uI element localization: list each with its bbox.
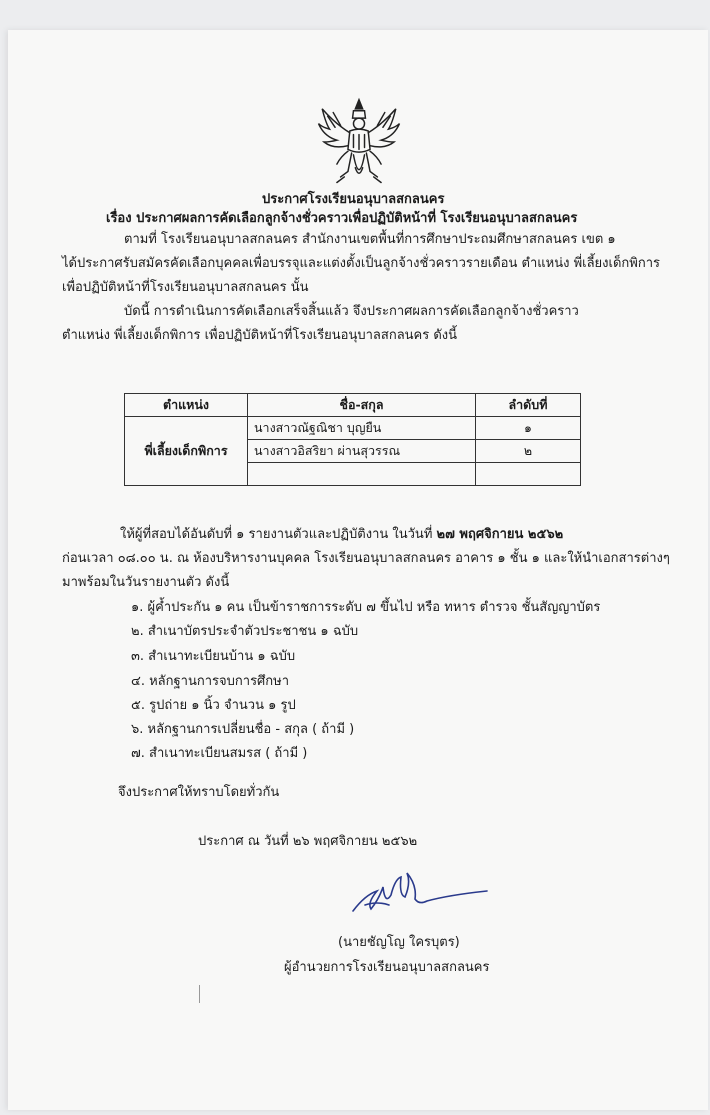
document-item: ๔. หลักฐานการจบการศึกษา (131, 674, 290, 689)
document-item: ๕. รูปถ่าย ๑ นิ้ว จำนวน ๑ รูป (131, 698, 296, 713)
report-date: ๒๗ พฤศจิกายน ๒๕๖๒ (436, 527, 564, 542)
intro-line-2: ได้ประกาศรับสมัครคัดเลือกบุคคลเพื่อบรรจุและแต่งตั้งเป็นลูกจ้างชั่วคราวรายเดือน ตำแหน่ง พี่เลี้ยงเด็กพิการ (62, 256, 660, 271)
document-item: ๗. สำเนาทะเบียนสมรส ( ถ้ามี ) (131, 746, 308, 761)
header-position: ตำแหน่ง (125, 394, 248, 417)
header-rank: ลำดับที่ (476, 394, 581, 417)
name-cell: นางสาวณัฐณิชา บุญยืน (248, 417, 476, 440)
report-line-1 (120, 527, 563, 543)
rank-cell: ๑ (476, 417, 581, 440)
rank-cell (476, 463, 581, 486)
signer-name: (นายชัญโญ ใครบุตร) (338, 935, 460, 950)
name-cell: นางสาวอิสริยา ผ่านสุวรรณ (248, 440, 476, 463)
name-cell (248, 463, 476, 486)
signer-title: ผู้อำนวยการโรงเรียนอนุบาลสกลนคร (284, 960, 490, 975)
scan-mark (199, 985, 200, 1003)
announcement-title: ประกาศโรงเรียนอนุบาลสกลนคร (262, 192, 445, 207)
closing-statement: จึงประกาศให้ทราบโดยทั่วกัน (118, 785, 280, 800)
intro-line-4: บัดนี้ การดำเนินการคัดเลือกเสร็จสิ้นแล้ว จึงประกาศผลการคัดเลือกลูกจ้างชั่วคราว (124, 304, 579, 319)
rank-cell: ๒ (476, 440, 581, 463)
document-item: ๒. สำเนาบัตรประจำตัวประชาชน ๑ ฉบับ (131, 624, 359, 639)
document-item: ๖. หลักฐานการเปลี่ยนชื่อ - สกุล ( ถ้ามี ) (131, 722, 355, 737)
announcement-subject: เรื่อง ประกาศผลการคัดเลือกลูกจ้างชั่วคราวเพื่อปฏิบัติหน้าที่ โรงเรียนอนุบาลสกลนคร (106, 211, 578, 226)
report-line-3: มาพร้อมในวันรายงานตัว ดังนี้ (62, 575, 230, 590)
intro-line-3: เพื่อปฏิบัติหน้าที่โรงเรียนอนุบาลสกลนคร นั้น (62, 280, 309, 295)
table-row (125, 417, 581, 440)
position-cell: พี่เลี้ยงเด็กพิการ (125, 417, 248, 486)
header-name: ชื่อ-สกุล (248, 394, 476, 417)
report-line-2: ก่อนเวลา ๐๘.๐๐ น. ณ ห้องบริหารงานบุคคล โรงเรียนอนุบาลสกลนคร อาคาร ๑ ชั้น ๑ และให้นำเอกสารต่างๆ (62, 551, 670, 566)
report-line-1-text: ให้ผู้ที่สอบได้อันดับที่ ๑ รายงานตัวและปฏิบัติงาน ในวันที่ (120, 527, 437, 542)
intro-line-5: ตำแหน่ง พี่เลี้ยงเด็กพิการ เพื่อปฏิบัติหน้าที่โรงเรียนอนุบาลสกลนคร ดังนี้ (62, 328, 458, 343)
selection-results-table (124, 393, 581, 486)
intro-line-1: ตามที่ โรงเรียนอนุบาลสกลนคร สำนักงานเขตพื้นที่การศึกษาประถมศึกษาสกลนคร เขต ๑ (124, 232, 616, 247)
signature-icon (345, 865, 495, 920)
document-item: ๓. สำเนาทะเบียนบ้าน ๑ ฉบับ (131, 649, 296, 664)
announcement-date: ประกาศ ณ วันที่ ๒๖ พฤศจิกายน ๒๕๖๒ (198, 834, 418, 849)
table-header-row (125, 394, 581, 417)
document-item: ๑. ผู้ค้ำประกัน ๑ คน เป็นข้าราชการระดับ ๗ ขึ้นไป หรือ ทหาร ตำรวจ ชั้นสัญญาบัตร (131, 600, 601, 615)
garuda-emblem-icon (313, 96, 405, 188)
